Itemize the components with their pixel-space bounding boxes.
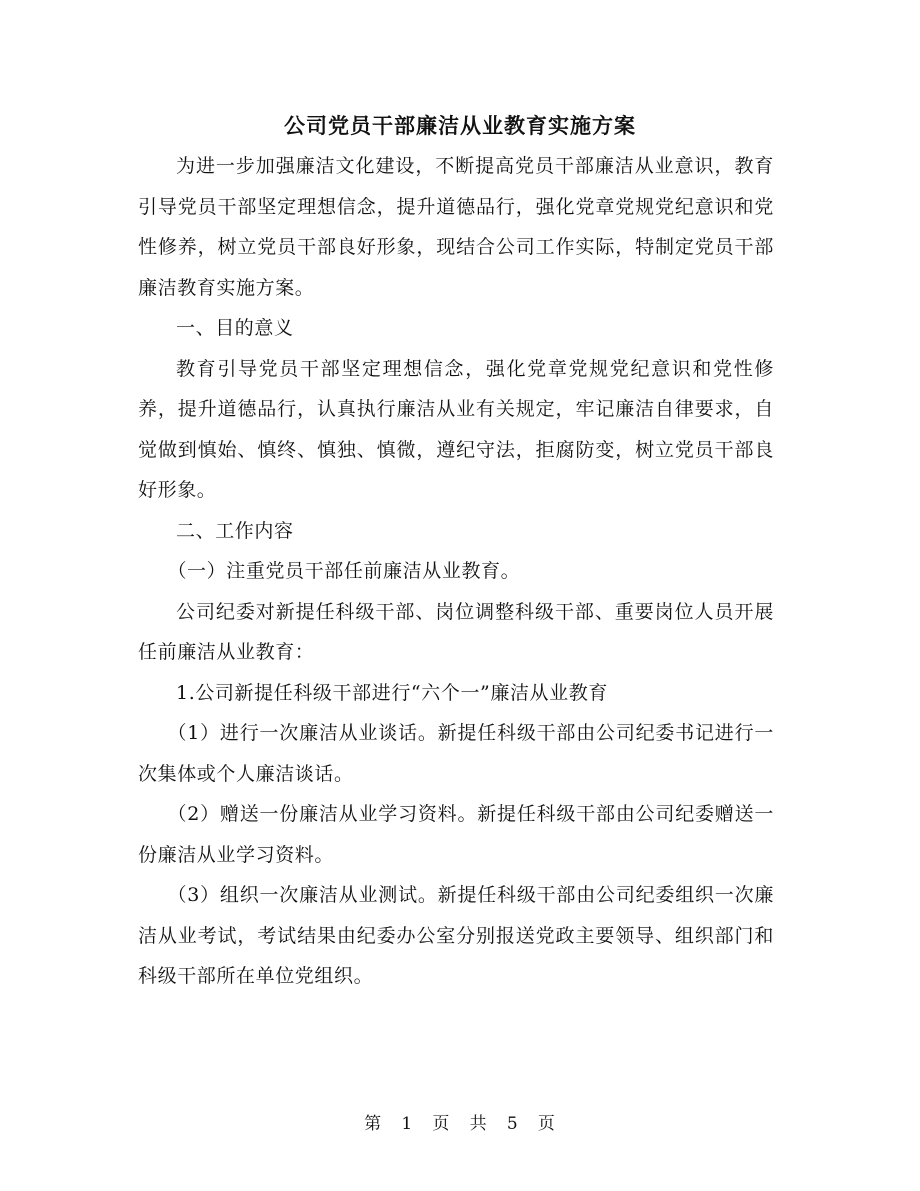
item-materials-paragraph: （2）赠送一份廉洁从业学习资料。新提任科级干部由公司纪委赠送一份廉洁从业学习资料。 [138, 803, 774, 866]
document-body [138, 146, 774, 997]
footer-total-pages: 5 [506, 1114, 519, 1134]
item-talk-paragraph: （1）进行一次廉洁从业谈话。新提任科级干部由公司纪委书记进行一次集体或个人廉洁谈话。 [138, 722, 774, 785]
page-footer [0, 1112, 920, 1136]
footer-page-word: 页 [432, 1114, 451, 1134]
footer-suffix: 页 [537, 1114, 556, 1134]
pre-appointment-paragraph: 公司纪委对新提任科级干部、岗位调整科级干部、重要岗位人员开展任前廉洁从业教育： [138, 600, 774, 663]
document-title: 公司党员干部廉洁从业教育实施方案 [284, 113, 636, 138]
footer-prefix: 第 [364, 1114, 383, 1134]
section-heading-work-content: 二、工作内容 [176, 519, 294, 542]
subsection-heading-pre-appointment: （一）注重党员干部任前廉洁从业教育。 [167, 560, 521, 582]
footer-total-word: 共 [469, 1114, 488, 1134]
section-heading-purpose: 一、目的意义 [176, 317, 294, 339]
item-heading-six-ones: 1.公司新提任科级干部进行“六个一”廉洁从业教育 [176, 681, 608, 704]
purpose-paragraph: 教育引导党员干部坚定理想信念，强化党章党规党纪意识和党性修养，提升道德品行，认真执行廉洁从业有关规定，牢记廉洁自律要求，自觉做到慎始、慎终、慎独、慎微，遵纪守法，拒腐防变，树立党员干部良好形象。 [138, 357, 774, 501]
footer-current-page: 1 [401, 1114, 414, 1134]
intro-paragraph: 为进一步加强廉洁文化建设，不断提高党员干部廉洁从业意识，教育引导党员干部坚定理想信念，提升道德品行，强化党章党规党纪意识和党性修养，树立党员干部良好形象，现结合公司工作实际，特制定党员干部廉洁教育实施方案。 [138, 155, 774, 299]
item-test-paragraph: （3）组织一次廉洁从业测试。新提任科级干部由公司纪委组织一次廉洁从业考试，考试结果由纪委办公室分别报送党政主要领导、组织部门和科级干部所在单位党组织。 [138, 884, 774, 987]
